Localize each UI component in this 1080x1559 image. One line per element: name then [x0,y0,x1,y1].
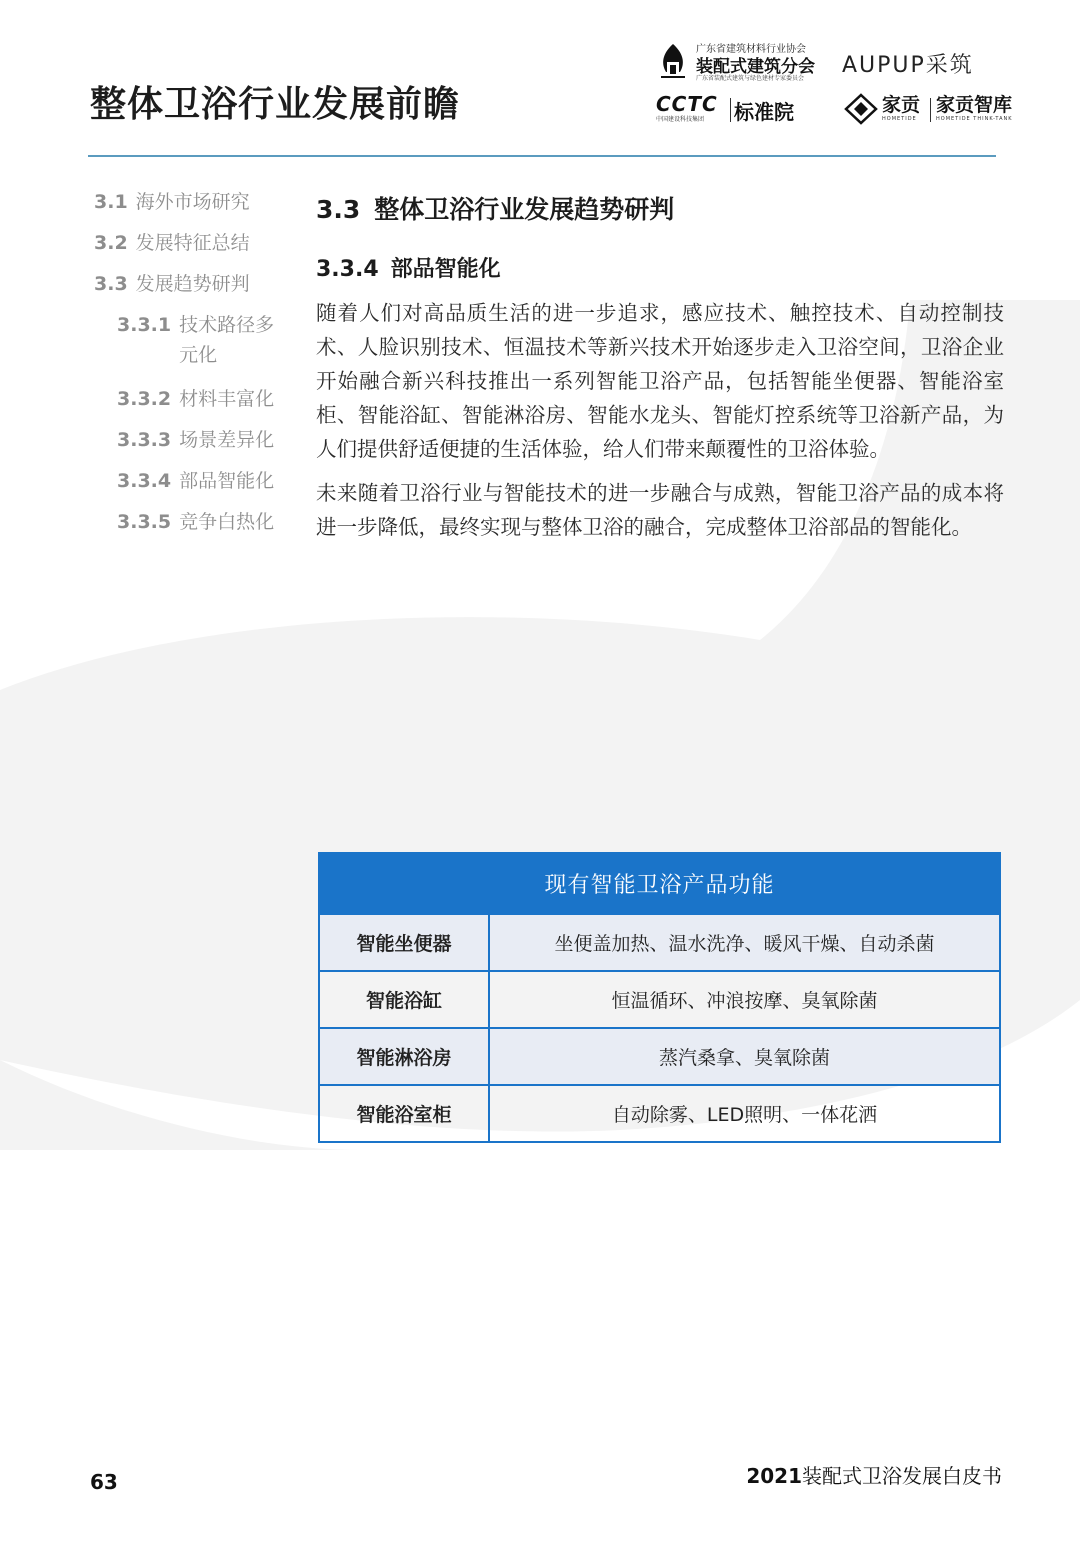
toc-item-number: 3.3 [94,273,128,295]
toc-item-number: 3.2 [94,232,128,254]
toc-item-number: 3.3.2 [117,388,172,410]
subsection-heading [316,252,501,283]
document-title-text: 装配式卫浴发展白皮书 [802,1464,1002,1488]
toc-item-label: 海外市场研究 [135,191,250,213]
partner-logos [656,36,1016,128]
toc-item-label: 场景差异化 [179,429,275,451]
aupup-logo: AUPUP采筑 [842,53,974,78]
toc-item-label: 竞争白热化 [179,511,275,533]
association-name-line1: 广东省建筑材料行业协会 [696,44,806,55]
toc-item-label: 技术路径多元化 [179,314,275,366]
section-title: 整体卫浴行业发展趋势研判 [374,195,675,224]
toc-item-number: 3.1 [94,191,128,213]
document-title [746,1460,1002,1489]
product-name-cell: 智能淋浴房 [319,1028,489,1085]
association-name-line3: 广东省装配式建筑与绿色建材专家委员会 [696,75,805,82]
cctc-logo [656,94,728,123]
toc-item-3-2[interactable] [94,231,294,255]
toc-item-3-3-5[interactable] [94,510,294,534]
product-functions-cell: 坐便盖加热、温水洗净、暖风干燥、自动杀菌 [489,914,1000,971]
toc-item-3-3-1[interactable] [94,313,294,370]
association-emblem-icon [656,42,690,82]
toc-item-number: 3.3.4 [117,470,172,492]
think-tank-logo-subtext: HOMETIDE THINK-TANK [936,116,1013,122]
think-tank-logo-text: 家贡智库 [936,94,1013,116]
product-name-cell: 智能坐便器 [319,914,489,971]
toc-item-3-3-3[interactable] [94,428,294,452]
paragraph: 随着人们对高品质生活的进一步追求，感应技术、触控技术、自动控制技术、人脸识别技术、恒温技术等新兴技术开始逐步走入卫浴空间，卫浴企业开始融合新兴科技推出一系列智能卫浴产品，包括智能坐便器、智能浴室柜、智能浴缸、智能淋浴房、智能水龙头、智能灯控系统等卫浴新产品，为人们提供舒适便捷的生活体验，给人们带来颠覆性的卫浴体验。 [316,301,1004,461]
toc-item-label: 发展趋势研判 [135,273,250,295]
toc-item-3-3-4[interactable] [94,469,294,493]
subsection-title: 部品智能化 [390,257,501,282]
table-row [319,971,1000,1028]
logo-divider [930,98,931,122]
table-header-row [319,853,1000,914]
hometide-logo [882,94,920,122]
logo-divider [730,98,731,122]
body-text [316,296,1004,554]
section-number: 3.3 [316,195,361,224]
smart-bathroom-functions-table [318,852,1001,1143]
toc-item-label: 部品智能化 [179,470,275,492]
table-row [319,914,1000,971]
hometide-logo-text: 家贡 [882,94,921,116]
section-heading [316,190,674,226]
association-name-line2: 装配式建筑分会 [696,57,815,77]
paragraph: 未来随着卫浴行业与智能技术的进一步融合与成熟，智能卫浴产品的成本将进一步降低，最终实现与整体卫浴的融合，完成整体卫浴部品的智能化。 [316,481,1004,539]
product-functions-cell: 恒温循环、冲浪按摩、臭氧除菌 [489,971,1000,1028]
page-header-title: 整体卫浴行业发展前瞻 [90,84,461,125]
toc-item-number: 3.3.1 [117,314,172,336]
table-row [319,1085,1000,1142]
cctc-logo-text: CCTC [656,92,718,116]
toc-item-label: 材料丰富化 [179,388,275,410]
association-logo [656,38,836,86]
think-tank-logo [936,94,1013,122]
product-functions-cell: 自动除雾、LED照明、一体花洒 [489,1085,1000,1142]
toc-item-number: 3.3.5 [117,511,172,533]
hometide-logo-subtext: HOMETIDE [882,116,917,122]
page-number: 63 [90,1470,118,1494]
toc-item-number: 3.3.3 [117,429,172,451]
table-row [319,1028,1000,1085]
document-year: 2021 [746,1464,802,1488]
product-name-cell: 智能浴缸 [319,971,489,1028]
table-title: 现有智能卫浴产品功能 [319,853,1000,914]
standard-institute-logo: 标准院 [734,100,794,124]
product-name-cell: 智能浴室柜 [319,1085,489,1142]
toc-item-3-3[interactable] [94,272,294,296]
product-functions-cell: 蒸汽桑拿、臭氧除菌 [489,1028,1000,1085]
table-of-contents [94,190,294,551]
cctc-logo-subtext: 中国建设科技集团 [656,116,705,123]
subsection-number: 3.3.4 [316,257,379,282]
header-divider [88,155,996,157]
toc-item-label: 发展特征总结 [135,232,250,254]
toc-item-3-1[interactable] [94,190,294,214]
toc-item-3-3-2[interactable] [94,387,294,411]
hometide-emblem-icon [844,93,878,125]
